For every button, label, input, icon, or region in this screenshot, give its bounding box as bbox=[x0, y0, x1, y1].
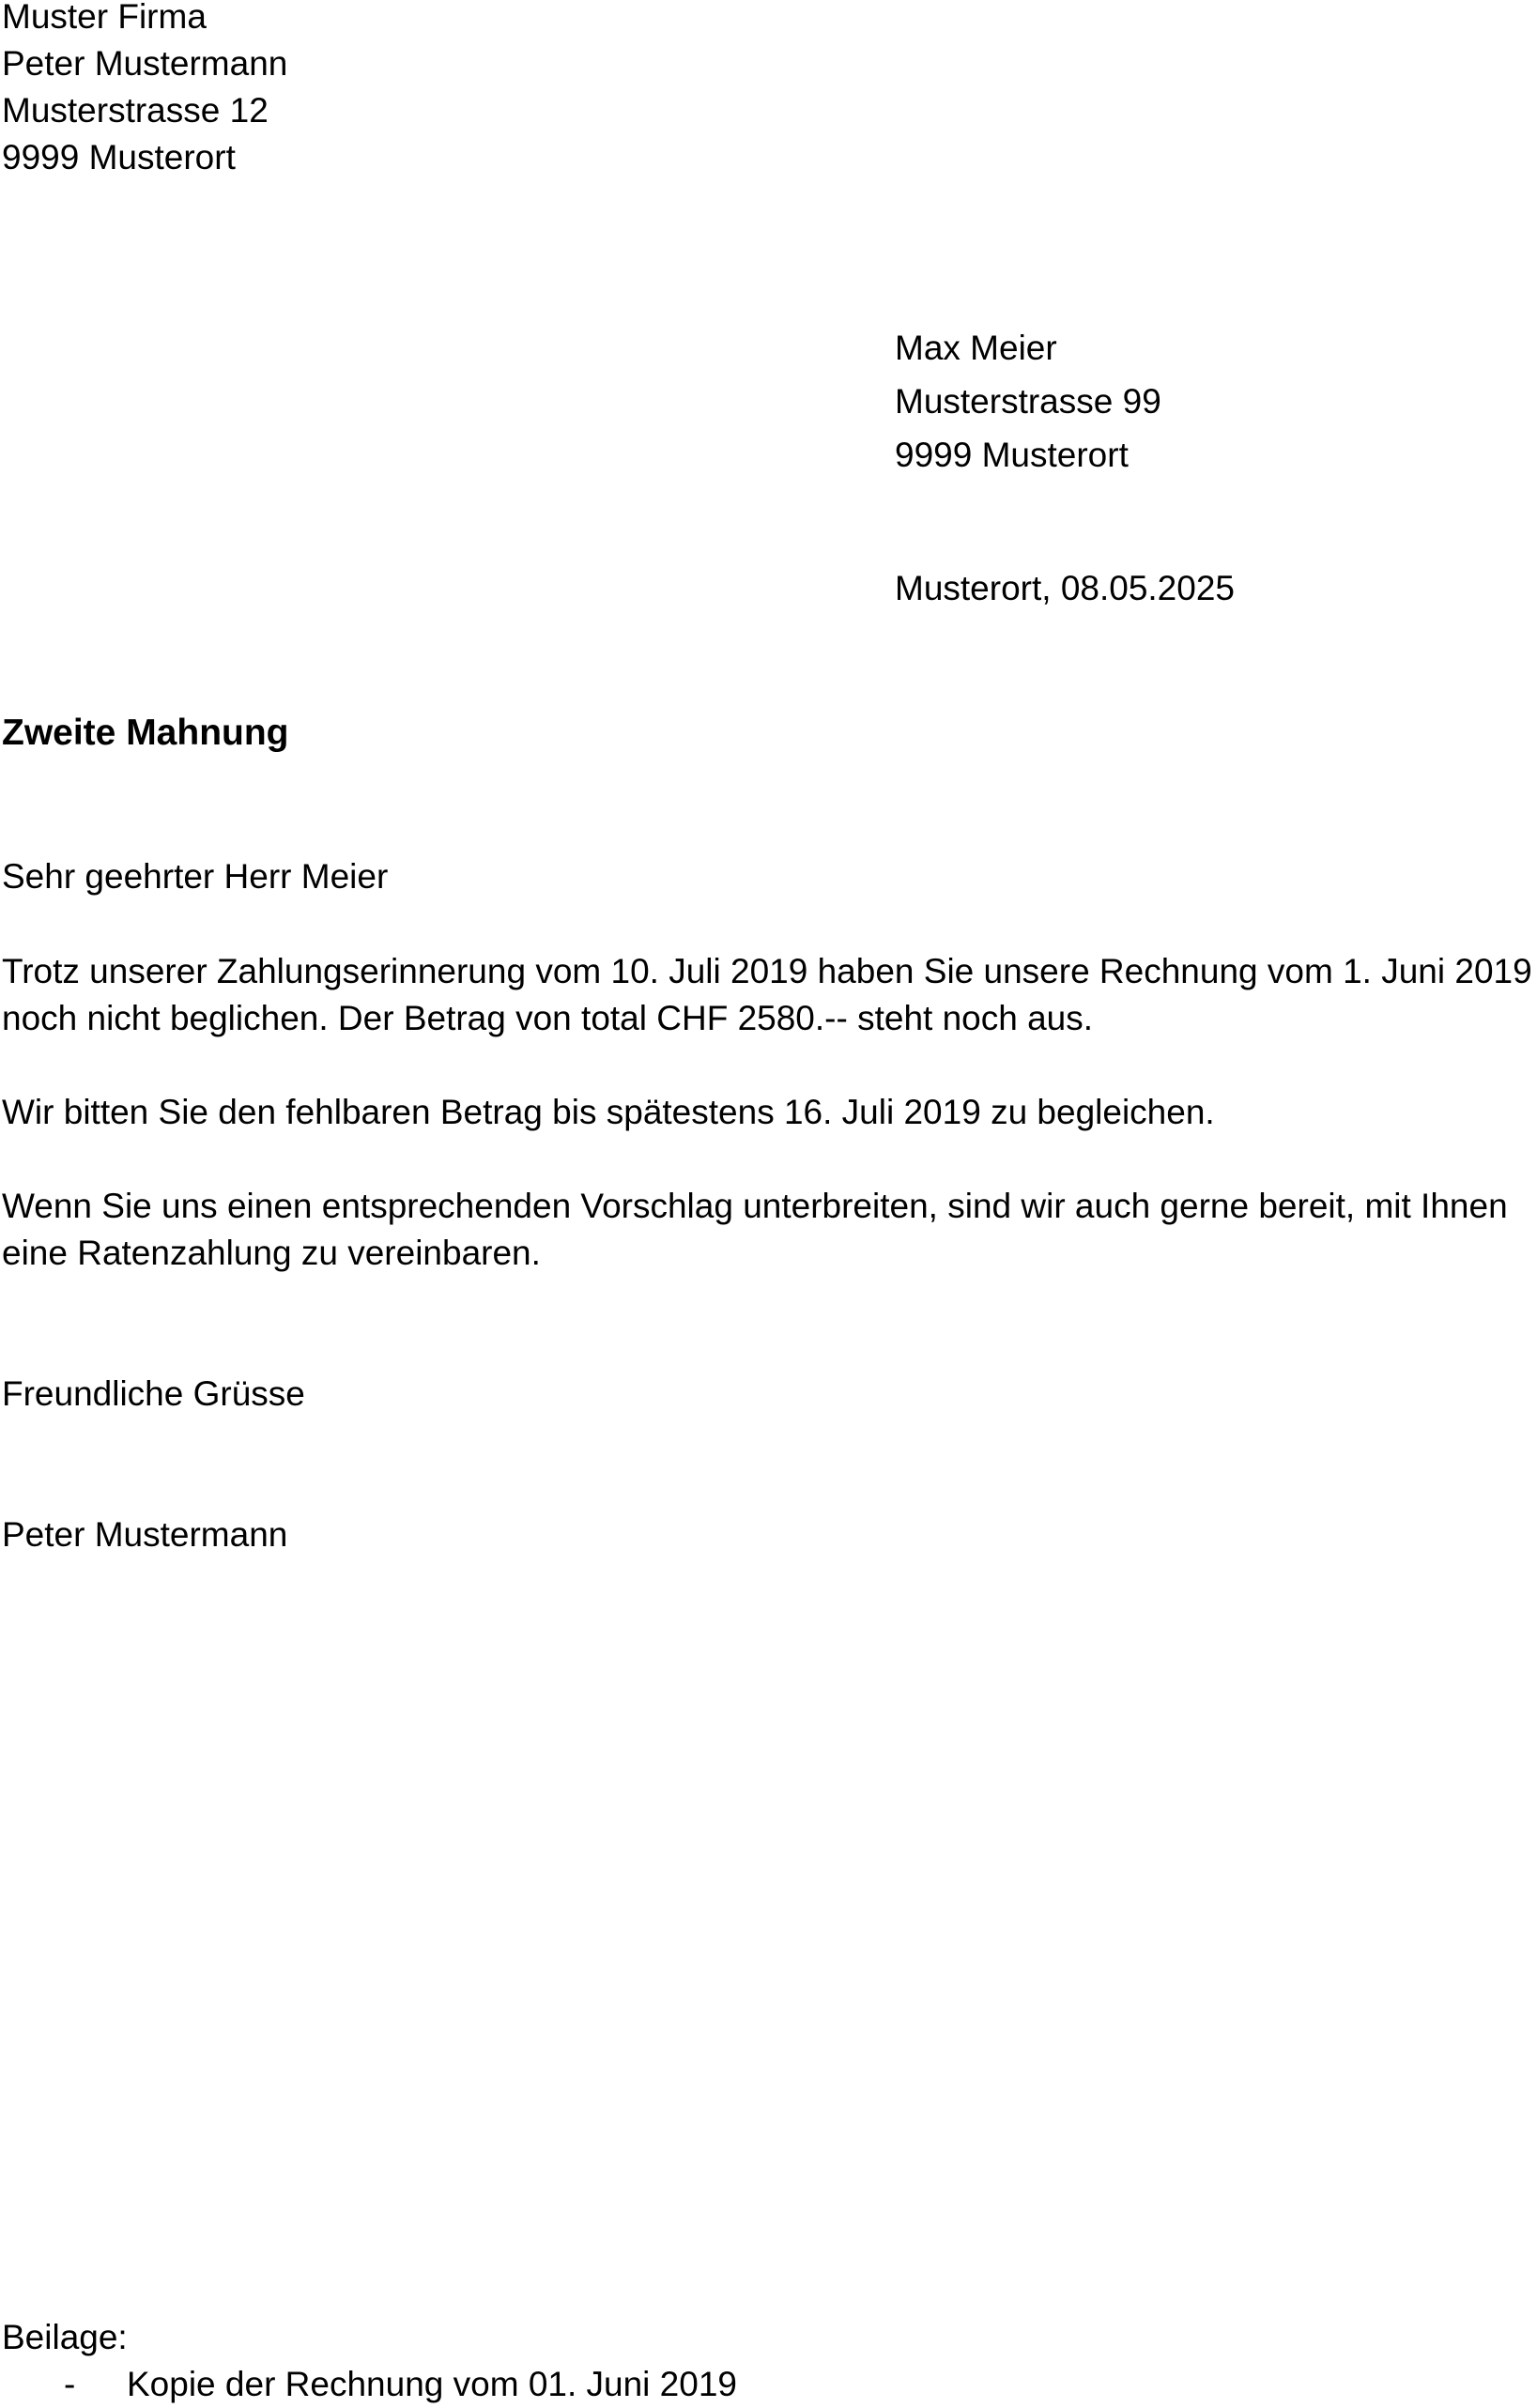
paragraph-line: Wenn Sie uns einen entsprechenden Vorschlag unterbreiten, sind wir auch gerne bereit, mit Ihnen bbox=[2, 1187, 1508, 1225]
enclosure-item-text: Kopie der Rechnung vom 01. Juni 2019 bbox=[127, 2365, 737, 2403]
sender-name: Peter Mustermann bbox=[2, 44, 288, 83]
signature-name: Peter Mustermann bbox=[2, 1515, 288, 1554]
recipient-street: Musterstrasse 99 bbox=[895, 382, 1161, 421]
recipient-address bbox=[895, 321, 1161, 482]
letter-subject: Zweite Mahnung bbox=[2, 713, 289, 753]
paragraph-line: eine Ratenzahlung zu vereinbaren. bbox=[2, 1234, 541, 1272]
sender-address bbox=[2, 0, 287, 181]
body-paragraph-2 bbox=[2, 1089, 1215, 1136]
closing: Freundliche Grüsse bbox=[2, 1374, 305, 1413]
body-paragraph-3 bbox=[2, 1183, 1508, 1277]
sender-city: 9999 Musterort bbox=[2, 138, 236, 176]
salutation: Sehr geehrter Herr Meier bbox=[2, 857, 389, 896]
enclosure-label: Beilage: bbox=[2, 2318, 128, 2356]
enclosure-list bbox=[2, 2361, 737, 2408]
recipient-city: 9999 Musterort bbox=[895, 436, 1129, 474]
bullet-dash: - bbox=[64, 2365, 76, 2403]
enclosure-item bbox=[2, 2361, 737, 2408]
recipient-name: Max Meier bbox=[895, 329, 1057, 367]
body-paragraph-1 bbox=[2, 948, 1532, 1042]
sender-company: Muster Firma bbox=[2, 0, 207, 36]
sender-street: Musterstrasse 12 bbox=[2, 91, 269, 130]
letter-date: Musterort, 08.05.2025 bbox=[895, 569, 1235, 607]
paragraph-line: Wir bitten Sie den fehlbaren Betrag bis spätestens 16. Juli 2019 zu begleichen. bbox=[2, 1093, 1215, 1131]
paragraph-line: noch nicht beglichen. Der Betrag von total CHF 2580.-- steht noch aus. bbox=[2, 999, 1094, 1037]
paragraph-line: Trotz unserer Zahlungserinnerung vom 10. Juli 2019 haben Sie unsere Rechnung vom 1. Juni 2019 bbox=[2, 952, 1532, 990]
